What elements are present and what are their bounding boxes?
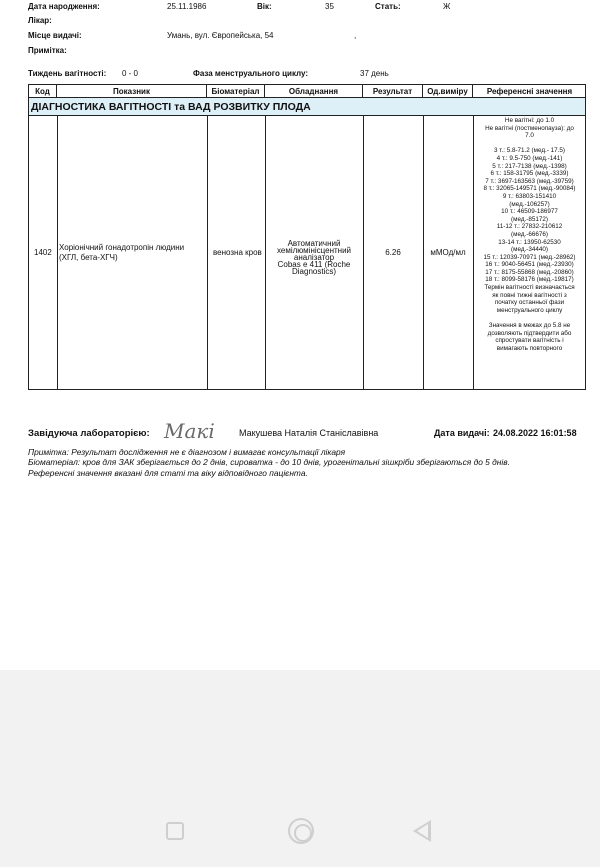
reference-line: 6 т.: 158-31795 (мед.-3339) — [490, 170, 569, 178]
reference-line: 7 т.: 3697-163563 (мед.-39759) — [485, 177, 574, 185]
note-label: Примітка: — [28, 46, 67, 55]
reference-line — [473, 140, 586, 148]
issued-value: 24.08.2022 16:01:58 — [493, 428, 577, 438]
header-biomaterial: Біоматеріал — [207, 85, 265, 97]
reference-line: Термін вагітності визначається — [484, 284, 575, 292]
doctor-label: Лікар: — [28, 16, 52, 25]
square-icon[interactable] — [166, 822, 184, 840]
reference-line: менструального циклу — [496, 306, 563, 314]
row-name-line2: (ХГЛ, бета-ХГЧ) — [59, 253, 118, 262]
reference-line: 17 т.: 8175-55868 (мед.-20860) — [485, 268, 574, 276]
reference-line: (мед.-34440) — [511, 246, 548, 254]
phase-value: 37 день — [360, 69, 389, 78]
reference-line: (мед.-85172) — [511, 215, 548, 223]
row-result: 6.26 — [385, 248, 401, 257]
reference-line: вимагають повторного — [496, 344, 563, 352]
equipment-line: Автоматичний — [287, 239, 341, 248]
reference-line: як повні тижні вагітності з — [492, 291, 567, 299]
circle-home-icon[interactable] — [288, 818, 314, 844]
reference-line: (мед.-66676) — [511, 230, 548, 238]
header-code: Код — [29, 85, 57, 97]
age-label: Вік: — [257, 2, 272, 11]
reference-line: 8 т.: 32065-149571 (мед.-90084) — [483, 185, 576, 193]
reference-line: 9 т.: 63803-151410 — [502, 192, 557, 200]
week-value: 0 - 0 — [122, 69, 139, 78]
reference-line: (мед.-106257) — [509, 200, 550, 208]
footer-note-2: Біоматеріал: кров для ЗАК зберігається до 2 днів, сироватка - до 10 днів, урогенітальні зішкріби зберігаються до 5 днів. — [28, 457, 510, 467]
reference-line: дозволяють підтвердити або — [487, 329, 572, 337]
section-title: ДІАГНОСТИКА ВАГІТНОСТІ та ВАД РОЗВИТКУ ПЛОДА — [29, 98, 585, 116]
reference-line: 3 т.: 5.8-71.2 (мед.- 17.5) — [494, 147, 565, 155]
reference-line: 5 т.: 217-7138 (мед.-1398) — [492, 162, 567, 170]
week-label: Тиждень вагітності: — [28, 69, 107, 78]
head-label: Завідуюча лабораторією: — [28, 428, 150, 439]
equipment-line: Cobas e 411 (Roche Diagnostics) — [277, 260, 351, 276]
header-reference: Референсні значення — [486, 87, 573, 96]
column-divider — [207, 116, 208, 390]
reference-line: 11-12 т.: 27832-210612 — [496, 223, 563, 231]
reference-line: Не вагітні (постменопауза): до — [485, 124, 574, 132]
sex-label: Стать: — [375, 2, 401, 11]
reference-line: 15 т.: 12039-70971 (мед.-28962) — [483, 253, 576, 261]
reference-line: 16 т.: 9040-56451 (мед.-23930) — [485, 261, 574, 269]
place-value: Умань, вул. Європейська, 54 — [167, 31, 274, 40]
reference-line: Не вагітні: до 1.0 — [504, 117, 555, 124]
header-indicator: Показник — [57, 85, 207, 97]
row-unit: мМОд/мл — [430, 248, 466, 257]
issued-label: Дата видачі: — [434, 428, 490, 438]
footer-note-1: Примітка: Результат дослідження не є діагнозом і вимагає консультації лікаря — [28, 447, 346, 457]
reference-line: 13-14 т.: 13950-62530 — [498, 238, 561, 246]
dob-value: 25.11.1986 — [167, 2, 207, 11]
reference-line: 18 т.: 8099-58176 (мед.-19817) — [485, 276, 574, 284]
signature: Макі — [164, 419, 215, 443]
header-result: Результат — [363, 85, 423, 97]
results-table — [28, 84, 586, 390]
row-biomaterial: венозна кров — [213, 248, 262, 257]
reference-line: 4 т.: 9.5-750 (мед.-141) — [496, 154, 563, 162]
place-suffix: , — [354, 31, 357, 40]
reference-line: 7.0 — [525, 132, 534, 140]
sex-value: Ж — [443, 2, 451, 11]
age-value: 35 — [325, 2, 334, 11]
row-name-line1: Хоріонічний гонадотропін людини — [59, 243, 185, 252]
place-label: Місце видачі: — [28, 31, 82, 40]
equipment-line: хемілюмінісцентний аналізатор — [276, 246, 352, 262]
reference-line — [473, 314, 586, 322]
reference-line: 10 т.: 46509-186977 — [501, 208, 558, 216]
phase-label: Фаза менструального циклу: — [193, 69, 309, 78]
row-reference-values — [473, 117, 586, 352]
reference-line: спростувати вагітність і — [495, 337, 564, 345]
triangle-back-icon[interactable] — [413, 820, 431, 842]
column-divider — [57, 116, 58, 390]
reference-line: Значення в межах до 5.8 не — [488, 322, 571, 330]
table-header — [29, 85, 585, 98]
dob-label: Дата народження: — [28, 2, 100, 11]
header-equipment: Обладнання — [265, 85, 363, 97]
row-code: 1402 — [34, 248, 52, 257]
reference-line: початку останньої фази — [494, 299, 565, 307]
header-unit: Од.виміру — [423, 85, 473, 97]
row-equipment — [265, 240, 363, 275]
footer-note-3: Референсні значення вказані для статі та віку відповідного пацієнта. — [28, 468, 308, 478]
head-name: Макушева Наталія Станіславівна — [239, 428, 379, 438]
